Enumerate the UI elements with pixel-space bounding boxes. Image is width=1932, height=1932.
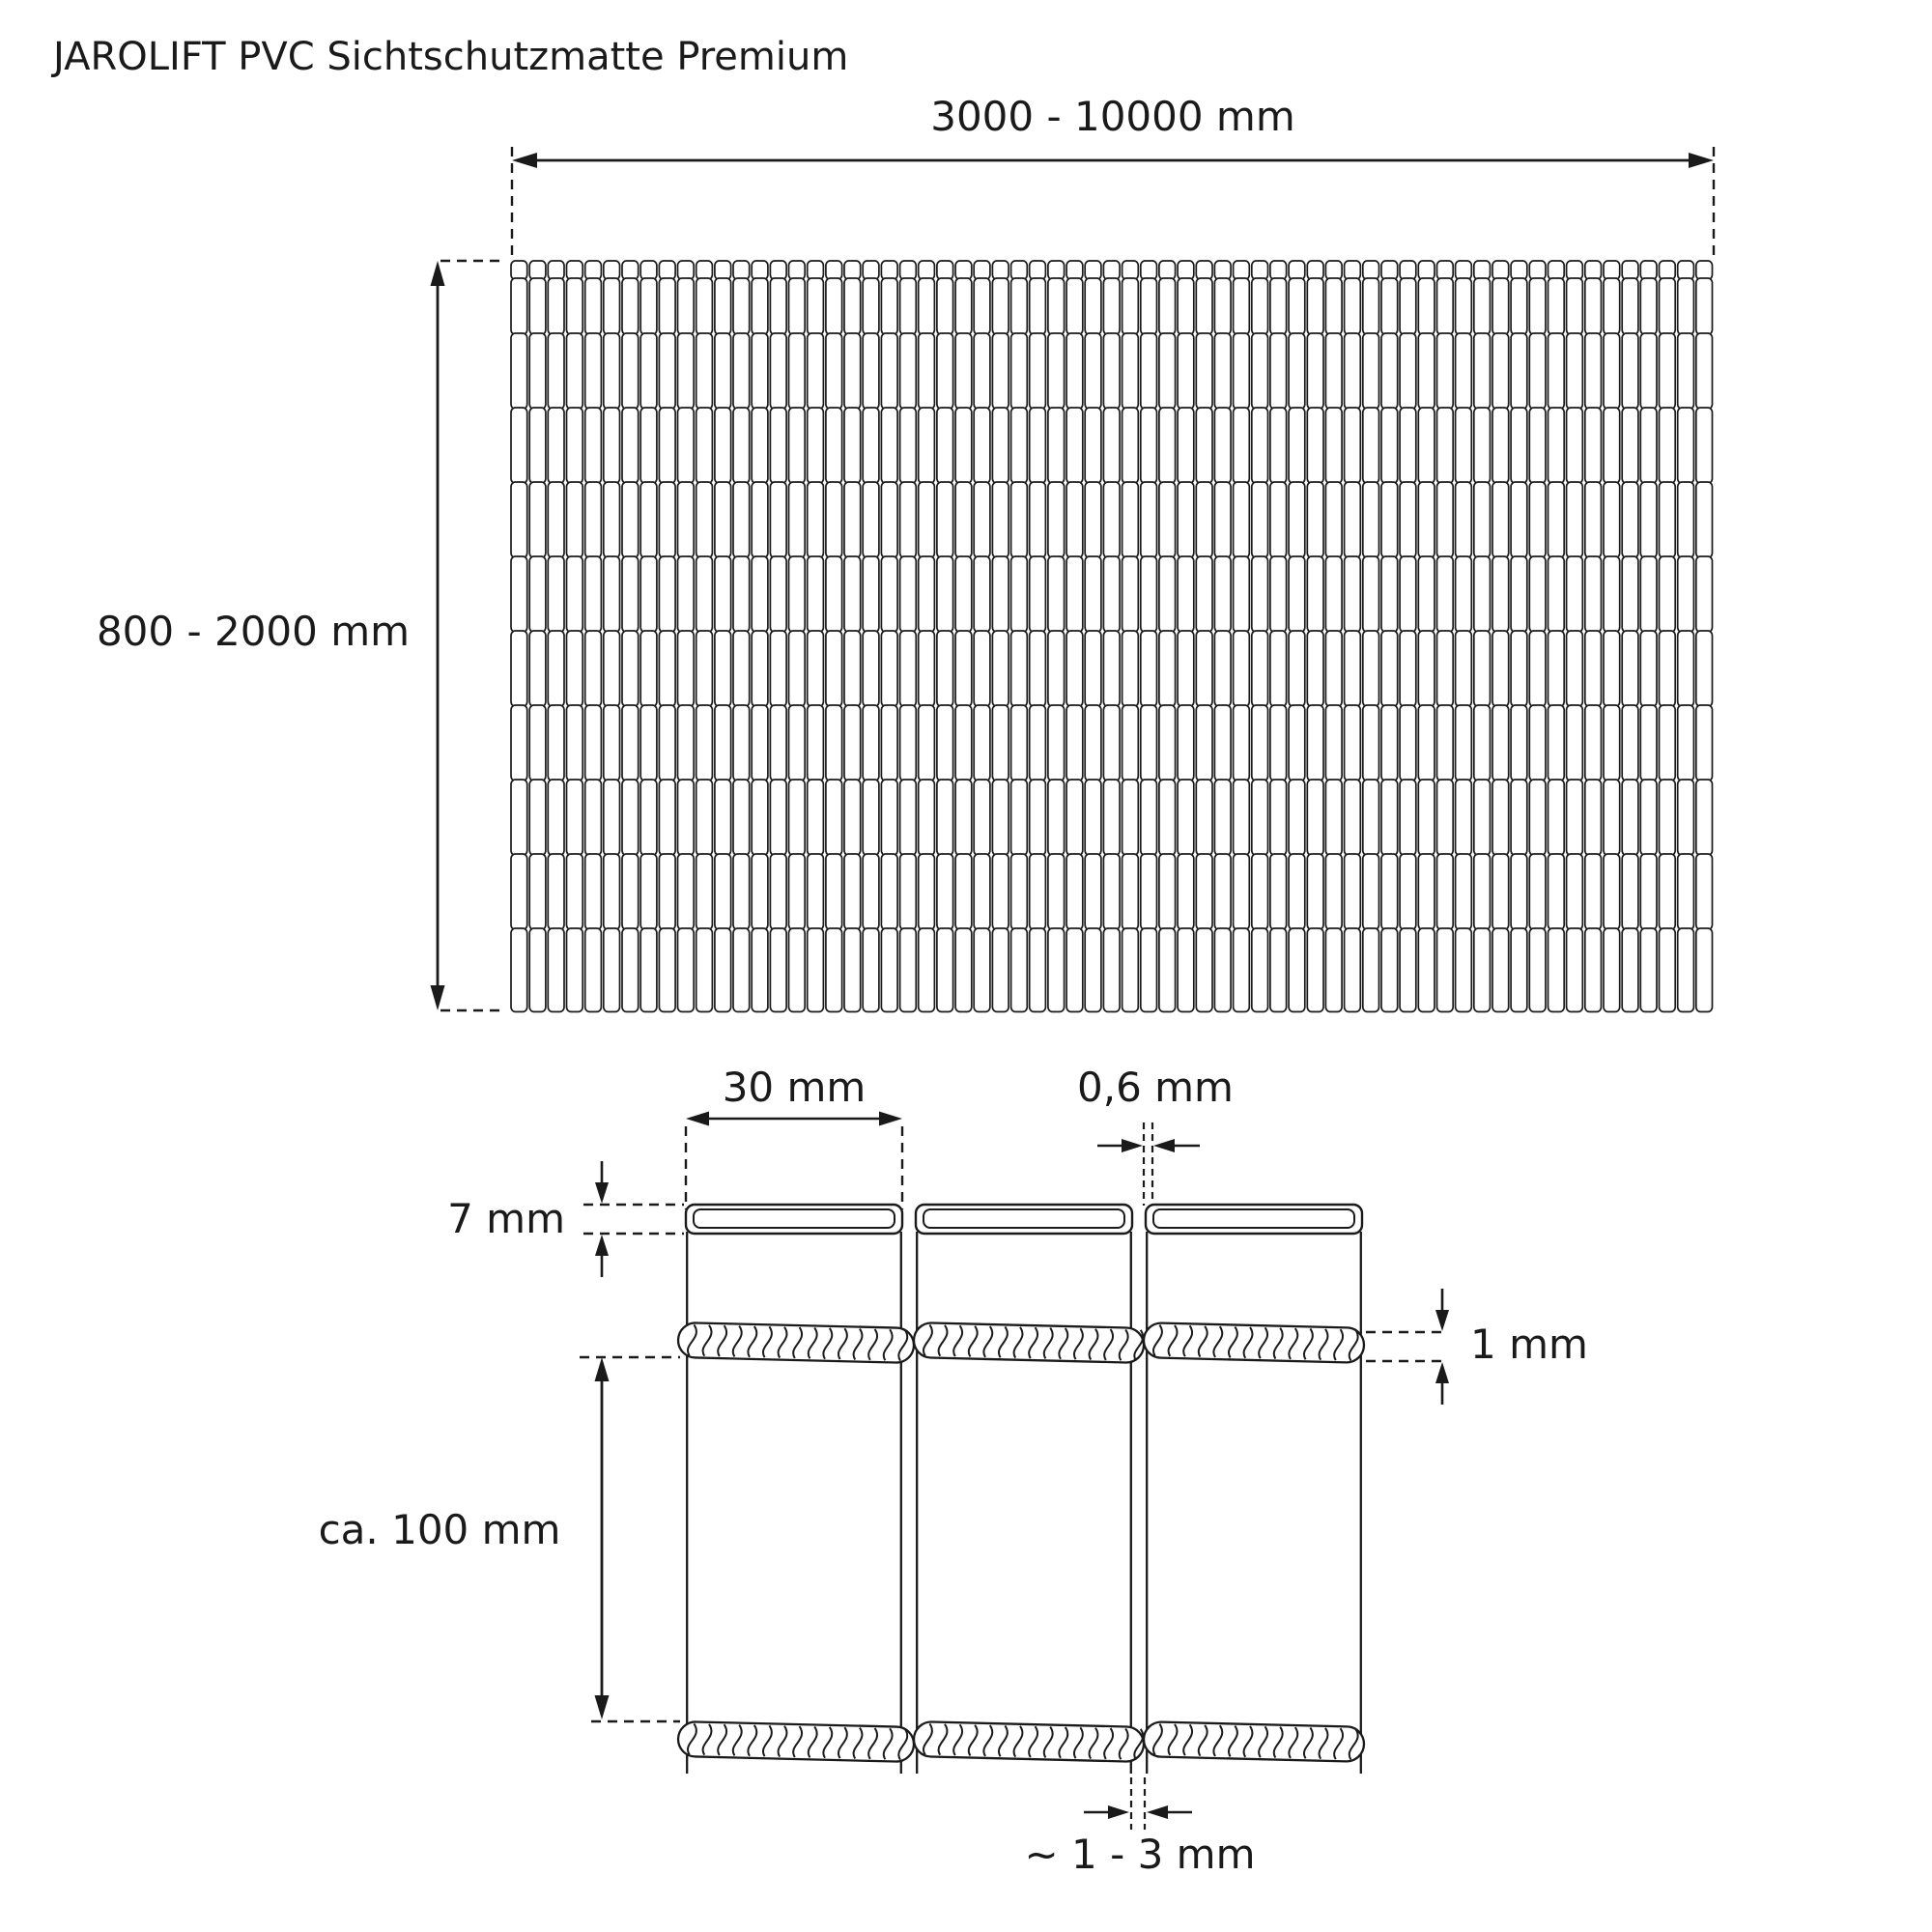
detail-slats	[686, 1205, 1362, 1774]
arrowhead-right	[1122, 1139, 1143, 1152]
slat-gap-dimension	[1024, 1777, 1255, 1878]
mat-front-view	[97, 93, 1714, 1011]
arrowhead-down	[595, 1695, 610, 1719]
arrowhead-left	[1153, 1139, 1175, 1152]
arrowhead-down	[1435, 1310, 1449, 1331]
mat-height-dimension	[97, 261, 506, 1010]
arrowhead-left	[1147, 1805, 1168, 1819]
arrowhead-up	[595, 1235, 609, 1256]
cord-row-upper	[678, 1322, 1365, 1363]
diagram-title: JAROLIFT PVC Sichtschutzmatte Premium	[53, 35, 849, 79]
mat-width-label: 3000 - 10000 mm	[930, 93, 1295, 140]
mat-width-dimension	[512, 93, 1714, 257]
cord-thickness-dimension	[1366, 1289, 1588, 1405]
slat-width-dimension	[686, 1064, 902, 1209]
slat-detail-view	[319, 1064, 1588, 1878]
arrowhead-up	[1435, 1362, 1449, 1383]
arrowhead-right	[1108, 1805, 1129, 1819]
cord-spacing-dimension	[319, 1357, 680, 1721]
slat-thickness-label: 7 mm	[447, 1195, 565, 1242]
arrowhead-left	[512, 153, 537, 168]
arrowhead-down	[595, 1182, 609, 1204]
arrowhead-down	[431, 985, 445, 1010]
slat-thickness-dimension	[447, 1161, 684, 1277]
slat-gap-label: ~ 1 - 3 mm	[1024, 1831, 1256, 1878]
cord-spacing-label: ca. 100 mm	[318, 1506, 561, 1553]
slat-width-label: 30 mm	[722, 1064, 867, 1111]
arrowhead-right	[879, 1112, 902, 1126]
cord-row-lower	[678, 1721, 1365, 1762]
mat-height-label: 800 - 2000 mm	[96, 608, 411, 655]
arrowhead-left	[686, 1112, 709, 1126]
wall-thickness-label: 0,6 mm	[1077, 1064, 1234, 1111]
wall-thickness-dimension	[1077, 1064, 1234, 1206]
arrowhead-up	[595, 1357, 610, 1381]
mat-slats-pattern	[511, 261, 1713, 1011]
arrowhead-up	[431, 261, 445, 286]
cord-thickness-label: 1 mm	[1470, 1321, 1588, 1368]
arrowhead-right	[1689, 153, 1714, 168]
